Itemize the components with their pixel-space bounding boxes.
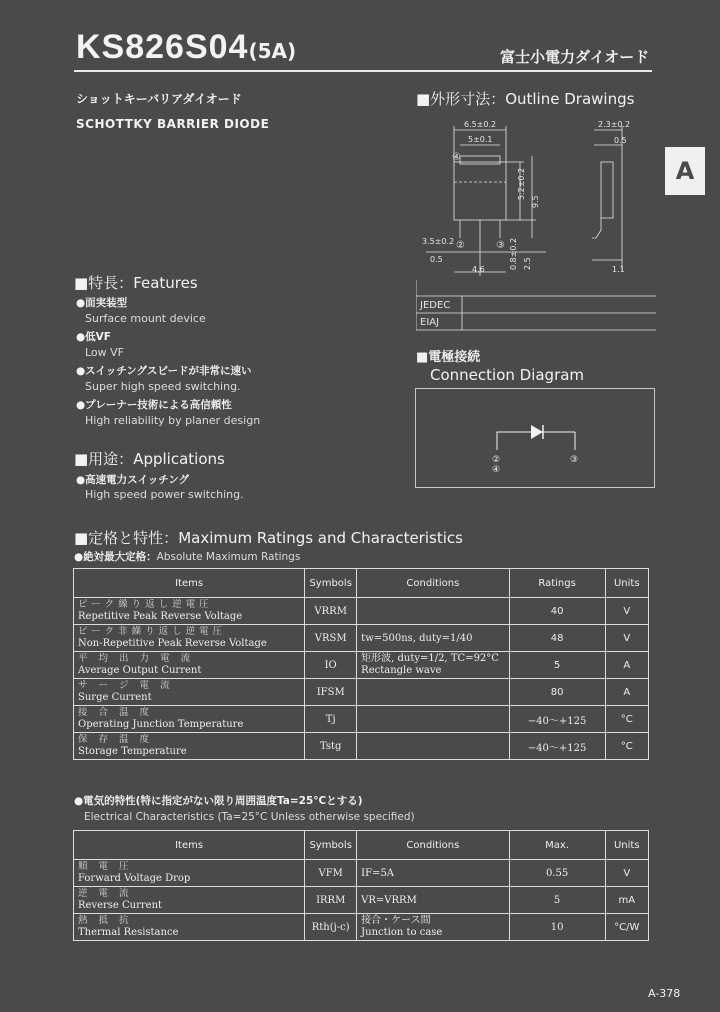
outline-heading-en: Outline Drawings (505, 90, 635, 108)
maker-name: 富士小電力ダイオード (500, 48, 650, 66)
dim-lead1: 3.5±0.2 (422, 237, 455, 246)
dim-w1: 6.5±0.2 (464, 120, 497, 129)
condition-cell (357, 598, 509, 625)
unit-cell: °C (605, 706, 648, 733)
condition-cell: VR=VRRM (357, 887, 509, 914)
electrical-header-row (74, 831, 649, 860)
col-items: Items (74, 569, 305, 598)
features-heading-en: Features (133, 274, 198, 292)
condition-cell (357, 914, 509, 941)
condition-cell (357, 679, 509, 706)
table-row (74, 652, 649, 679)
application-1-en: High speed power switching. (85, 488, 244, 501)
part-title (76, 28, 296, 67)
pin-label-b: ② (456, 240, 465, 251)
col-units: Units (605, 569, 648, 598)
electrical-sub-en: Electrical Characteristics (Ta=25°C Unless otherwise specified) (84, 811, 415, 823)
outline-heading-jp: ■外形寸法： (416, 90, 506, 108)
item-en: Non-Repetitive Peak Reverse Voltage (78, 638, 267, 649)
features-heading (74, 272, 198, 293)
table-row (74, 598, 649, 625)
item-jp: 平 均 出 力 電 流 (78, 653, 195, 664)
dim-lead-h1: 0.8±0.2 (509, 237, 518, 270)
condition-line-2: Junction to case (361, 927, 443, 938)
dim-lead-h2: 2.5 (523, 257, 532, 270)
condition-line-1: 矩形波, duty=1/2, TC=92°C (361, 653, 499, 664)
pin-label-c: ③ (496, 240, 505, 251)
unit-cell: V (605, 598, 648, 625)
col-symbols: Symbols (305, 831, 357, 860)
ratings-heading (74, 527, 463, 548)
condition-line-2: Rectangle wave (361, 665, 442, 676)
item-en: Thermal Resistance (78, 927, 179, 938)
ratings-subheading (74, 549, 300, 564)
table-row (74, 706, 649, 733)
dim-side-w2: 0.5 (614, 136, 627, 145)
unit-cell: A (605, 679, 648, 706)
symbol-cell: IFSM (305, 679, 357, 706)
unit-cell: mA (605, 887, 648, 914)
symbol-cell: IRRM (305, 887, 357, 914)
outline-drawing (416, 110, 656, 332)
conn-pin-left-bottom: ④ (492, 465, 501, 475)
condition-line-1: 接合・ケース間 (361, 915, 431, 926)
unit-cell: A (605, 652, 648, 679)
item-jp: ピーク繰り返し逆電圧 (78, 599, 213, 610)
dim-side-w: 2.3±0.2 (598, 120, 631, 129)
item-jp: サ ー ジ 電 流 (78, 680, 174, 691)
unit-cell: V (605, 860, 648, 887)
dim-pitch: 4.6 (472, 265, 485, 274)
item-jp: ピーク非繰り返し逆電圧 (78, 626, 227, 637)
item-jp: 熱 抵 抗 (78, 915, 133, 926)
connection-heading-en: Connection Diagram (430, 366, 585, 384)
item-en: Forward Voltage Drop (78, 873, 191, 884)
col-units: Units (605, 831, 648, 860)
col-ratings: Ratings (509, 569, 605, 598)
condition-cell (357, 652, 509, 679)
symbol-cell: Tj (305, 706, 357, 733)
connection-heading-jp: ■電極接続 (416, 350, 481, 365)
symbol-cell: Tstg (305, 733, 357, 760)
connection-diagram (415, 388, 655, 488)
ratings-sub-jp: ●絶対最大定格： (74, 551, 157, 563)
features-heading-jp: ■特長： (74, 274, 134, 292)
item-en: Surge Current (78, 692, 152, 703)
table-row (74, 679, 649, 706)
feature-2-jp: ●低VF (76, 331, 111, 343)
item-jp: 逆 電 流 (78, 888, 133, 899)
item-jp: 保 存 温 度 (78, 734, 154, 745)
pin-label-a: ④ (452, 152, 461, 163)
table-row (74, 625, 649, 652)
feature-4-en: High reliability by planer design (85, 414, 261, 427)
applications-heading (74, 448, 225, 469)
dim-h2: 9.5 (531, 195, 540, 208)
unit-cell: V (605, 625, 648, 652)
product-type-en: SCHOTTKY BARRIER DIODE (76, 117, 270, 131)
ratings-heading-jp: ■定格と特性： (74, 529, 179, 547)
item-en: Repetitive Peak Reverse Voltage (78, 611, 243, 622)
value-cell: 40 (509, 598, 605, 625)
value-cell: 48 (509, 625, 605, 652)
dim-w2: 5±0.1 (468, 135, 493, 144)
rating-suffix: (5A) (248, 39, 297, 63)
page-number: A-378 (648, 987, 681, 1000)
electrical-characteristics-table (73, 830, 649, 941)
diode-symbol (531, 425, 543, 439)
symbol-cell: VRRM (305, 598, 357, 625)
feature-1-en: Surface mount device (85, 312, 206, 325)
section-tab (665, 147, 705, 195)
value-cell: −40～+125 (509, 733, 605, 760)
table-row (74, 860, 649, 887)
symbol-cell: VFM (305, 860, 357, 887)
outline-heading (416, 88, 634, 109)
col-conditions: Conditions (357, 569, 509, 598)
value-cell: 5 (509, 887, 605, 914)
item-jp: 接 合 温 度 (78, 707, 154, 718)
condition-cell: IF=5A (357, 860, 509, 887)
dim-lead2: 0.5 (430, 255, 443, 264)
feature-1-jp: ●面実装型 (76, 297, 128, 309)
applications-heading-jp: ■用途： (74, 450, 134, 468)
unit-cell: °C (605, 733, 648, 760)
package-body (454, 162, 506, 220)
value-cell: −40～+125 (509, 706, 605, 733)
conn-pin-left-top: ② (492, 455, 501, 465)
condition-cell (357, 733, 509, 760)
electrical-sub-jp: ●電気的特性(特に指定がない限り周囲温度Ta=25°Cとする) (74, 795, 363, 807)
item-jp: 順 電 圧 (78, 861, 133, 872)
ratings-heading-en: Maximum Ratings and Characteristics (178, 529, 463, 547)
value-cell: 5 (509, 652, 605, 679)
symbol-cell: IO (305, 652, 357, 679)
header-rule (74, 70, 652, 72)
conn-pin-right: ③ (570, 455, 579, 465)
condition-cell: tw=500ns, duty=1/40 (357, 625, 509, 652)
table-row (74, 887, 649, 914)
application-1-jp: ●高速電力スイッチング (76, 474, 190, 486)
part-number: KS826S04 (76, 28, 249, 66)
col-items: Items (74, 831, 305, 860)
value-cell: 80 (509, 679, 605, 706)
ratings-header-row (74, 569, 649, 598)
product-type-jp: ショットキーバリアダイオード (76, 92, 242, 106)
feature-2-en: Low VF (85, 346, 125, 359)
unit-cell: °C/W (605, 914, 648, 941)
condition-cell (357, 706, 509, 733)
item-en: Average Output Current (78, 665, 202, 676)
item-en: Storage Temperature (78, 746, 187, 757)
value-cell: 10 (509, 914, 605, 941)
jedec-label: JEDEC (420, 300, 451, 311)
col-max: Max. (509, 831, 605, 860)
table-row (74, 733, 649, 760)
value-cell: 0.55 (509, 860, 605, 887)
dim-h1: 5.2±0.2 (517, 167, 526, 200)
ratings-sub-en: Absolute Maximum Ratings (156, 551, 301, 563)
package-side (601, 162, 613, 218)
symbol-cell: VRSM (305, 625, 357, 652)
col-conditions: Conditions (357, 831, 509, 860)
col-symbols: Symbols (305, 569, 357, 598)
symbol-cell: Rth(j-c) (305, 914, 357, 941)
dim-side-lead: 1.1 (612, 265, 625, 274)
item-en: Reverse Current (78, 900, 163, 911)
table-row (74, 914, 649, 941)
applications-heading-en: Applications (133, 450, 225, 468)
section-tab-letter: A (675, 157, 695, 185)
package-tab (460, 156, 500, 164)
feature-3-jp: ●スイッチングスピードが非常に速い (76, 365, 252, 377)
feature-3-en: Super high speed switching. (85, 380, 241, 393)
eiaj-label: EIAJ (420, 317, 440, 328)
feature-4-jp: ●プレーナー技術による高信頼性 (76, 399, 232, 411)
item-en: Operating Junction Temperature (78, 719, 244, 730)
absolute-max-ratings-table (73, 568, 649, 760)
